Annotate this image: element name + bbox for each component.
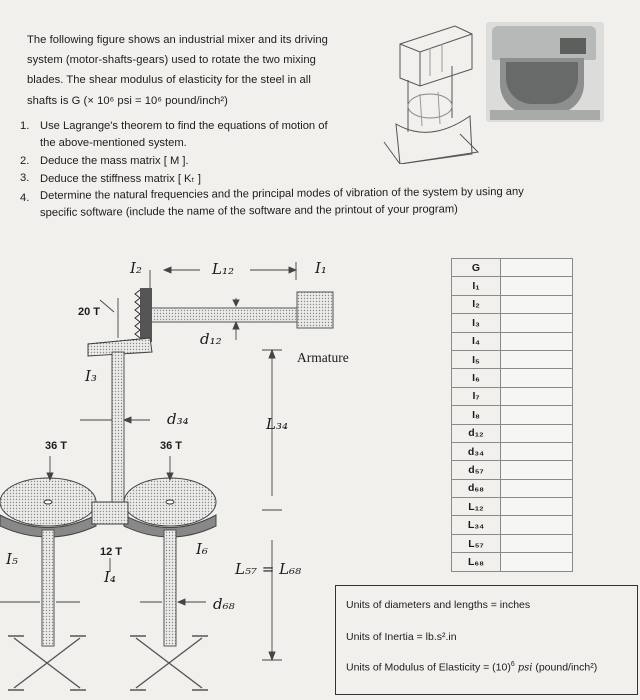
shaft-l12	[150, 308, 302, 322]
gear-36t-right	[124, 478, 216, 537]
table-value-cell[interactable]	[501, 498, 573, 516]
label-l12: L₁₂	[212, 260, 234, 278]
table-value-cell[interactable]	[501, 259, 573, 277]
question-1-number: 1.	[20, 120, 30, 132]
table-row	[452, 332, 573, 350]
intro-line-3: blades. The shear modulus of elasticity for the steel in all	[27, 74, 311, 86]
label-l57-eq-l68: L₅₇ = L₆₈	[235, 560, 302, 578]
mixer-line-drawing	[360, 14, 490, 164]
table-value-cell[interactable]	[501, 479, 573, 497]
table-value-cell[interactable]	[501, 387, 573, 405]
table-row	[452, 424, 573, 442]
table-value-cell[interactable]	[501, 424, 573, 442]
question-2-line-1: Deduce the mass matrix [ M ].	[40, 155, 189, 167]
table-value-cell[interactable]	[501, 332, 573, 350]
table-key: I₅	[452, 350, 501, 368]
table-value-cell[interactable]	[501, 369, 573, 387]
units-diameters: Units of diameters and lengths = inches	[346, 599, 531, 611]
label-i5: I₅	[6, 550, 18, 568]
label-i6: I₆	[196, 540, 208, 558]
label-12t: 12 T	[100, 546, 123, 558]
table-key: G	[452, 259, 501, 277]
table-value-cell[interactable]	[501, 534, 573, 552]
label-36t-right: 36 T	[160, 440, 183, 452]
table-row	[452, 350, 573, 368]
label-armature: Armature	[297, 350, 349, 365]
table-key: I₁	[452, 277, 501, 295]
table-row	[452, 498, 573, 516]
table-row	[452, 442, 573, 460]
armature-block	[297, 292, 333, 328]
parameter-table	[451, 258, 573, 572]
gear-12t	[92, 502, 128, 524]
shaft-l57	[42, 530, 54, 646]
table-row	[452, 479, 573, 497]
table-row	[452, 369, 573, 387]
table-row	[452, 314, 573, 332]
units-inertia: Units of Inertia = lb.s².in	[346, 631, 457, 643]
question-1-line-2: the above-mentioned system.	[40, 137, 187, 149]
table-key: L₃₄	[452, 516, 501, 534]
label-d68: d₆₈	[213, 595, 235, 613]
table-row	[452, 259, 573, 277]
mixer-photo	[486, 22, 604, 122]
table-key: L₆₈	[452, 553, 501, 571]
question-1-line-1: Use Lagrange's theorem to find the equations of motion of	[40, 120, 328, 132]
question-2-number: 2.	[20, 155, 30, 167]
table-key: I₃	[452, 314, 501, 332]
units-box	[335, 585, 638, 695]
table-key: d₅₇	[452, 461, 501, 479]
table-row	[452, 277, 573, 295]
table-row	[452, 406, 573, 424]
label-i3: I₃	[85, 367, 97, 385]
question-3-number: 3.	[20, 172, 30, 184]
units-modulus-exp: 6	[510, 661, 515, 668]
table-value-cell[interactable]	[501, 553, 573, 571]
units-modulus-unit: psi	[517, 662, 533, 674]
table-value-cell[interactable]	[501, 461, 573, 479]
table-key: I₂	[452, 295, 501, 313]
table-row	[452, 553, 573, 571]
units-modulus-suffix: (pound/inch²)	[535, 661, 598, 674]
gear-20t	[135, 288, 152, 342]
table-key: I₇	[452, 387, 501, 405]
table-key: d₁₂	[452, 424, 501, 442]
label-d34: d₃₄	[167, 410, 189, 428]
table-key: I₆	[452, 369, 501, 387]
table-row	[452, 534, 573, 552]
table-value-cell[interactable]	[501, 277, 573, 295]
label-d12: d₁₂	[200, 330, 222, 348]
question-4-line-1: Determine the natural frequencies and the principal modes of vibration of the system by using any	[39, 185, 524, 202]
table-row	[452, 295, 573, 313]
units-modulus	[346, 661, 597, 674]
label-l34: L₃₄	[266, 415, 288, 433]
table-value-cell[interactable]	[501, 442, 573, 460]
table-key: I₈	[452, 406, 501, 424]
label-i1: I₁	[315, 259, 327, 277]
units-modulus-prefix: Units of Modulus of Elasticity = (10)	[346, 661, 511, 674]
table-row	[452, 387, 573, 405]
intro-line-4: shafts is G (× 10⁶ psi = 10⁶ pound/inch²)	[27, 95, 228, 107]
table-value-cell[interactable]	[501, 406, 573, 424]
intro-line-1: The following figure shows an industrial mixer and its driving	[27, 34, 328, 46]
table-key: d₆₈	[452, 479, 501, 497]
table-value-cell[interactable]	[501, 314, 573, 332]
table-key: L₅₇	[452, 534, 501, 552]
table-key: d₃₄	[452, 442, 501, 460]
intro-line-2: system (motor-shafts-gears) used to rotate the two mixing	[27, 54, 316, 66]
gear-train-diagram	[0, 240, 340, 700]
shaft-l34	[112, 352, 124, 507]
table-key: I₄	[452, 332, 501, 350]
question-4-number: 4.	[20, 192, 30, 204]
table-value-cell[interactable]	[501, 516, 573, 534]
table-value-cell[interactable]	[501, 295, 573, 313]
label-36t-left: 36 T	[45, 440, 68, 452]
label-20t: 20 T	[78, 306, 101, 318]
shaft-l68	[164, 530, 176, 646]
table-row	[452, 461, 573, 479]
label-i2: I₂	[130, 259, 142, 277]
gear-36t-left	[0, 478, 96, 537]
question-3-line-1: Deduce the stiffness matrix [ Kₜ ]	[40, 173, 202, 185]
table-value-cell[interactable]	[501, 350, 573, 368]
question-4-line-2: specific software (include the name of the software and the printout of your program)	[39, 203, 458, 219]
table-row	[452, 516, 573, 534]
table-key: L₁₂	[452, 498, 501, 516]
label-i4: I₄	[104, 568, 116, 586]
